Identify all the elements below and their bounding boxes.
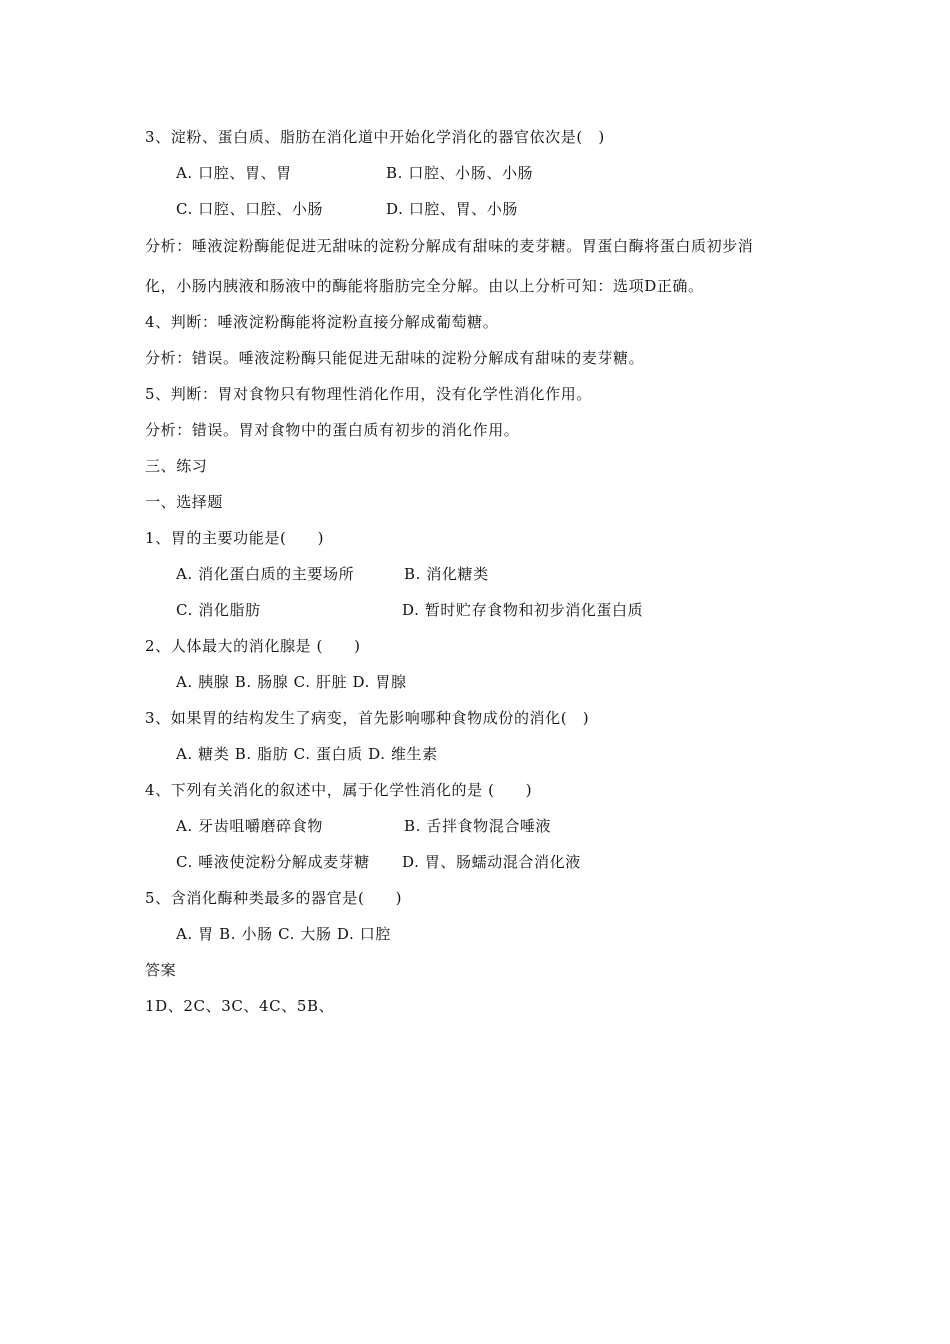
question-3-analysis-line-1: 分析：唾液淀粉酶能促进无甜味的淀粉分解成有甜味的麦芽糖。胃蛋白酶将蛋白质初步消 (145, 237, 754, 255)
question-3-analysis-line-2: 化，小肠内胰液和肠液中的酶能将脂肪完全分解。由以上分析可知：选项D正确。 (145, 277, 704, 295)
question-3-option-b: B. 口腔、小肠、小肠 (386, 164, 534, 182)
practice-4-option-b: B. 舌拌食物混合唾液 (404, 817, 552, 835)
section-practice-heading: 三、练习 (145, 457, 208, 475)
section-choice-heading: 一、选择题 (145, 493, 224, 511)
practice-4-stem: 4、下列有关消化的叙述中，属于化学性消化的是 ( ) (145, 781, 533, 799)
practice-4-options-row-1 (176, 816, 551, 836)
answer-list: 1D、2C、3C、4C、5B、 (145, 997, 335, 1015)
answer-heading: 答案 (145, 961, 177, 979)
practice-1-option-a: A. 消化蛋白质的主要场所 (176, 565, 355, 583)
practice-2-stem: 2、人体最大的消化腺是 ( ) (145, 637, 361, 655)
question-3-option-a: A. 口腔、胃、胃 (176, 164, 292, 182)
question-3-options-row-1 (176, 163, 533, 183)
practice-1-options-row-2 (176, 600, 643, 620)
practice-2-options: A. 胰腺 B. 肠腺 C. 肝脏 D. 胃腺 (176, 673, 407, 691)
question-3-stem: 3、淀粉、蛋白质、脂肪在消化道中开始化学消化的器官依次是( ) (145, 128, 605, 146)
practice-1-option-d: D. 暂时贮存食物和初步消化蛋白质 (402, 601, 644, 619)
practice-4-option-d: D. 胃、肠蠕动混合消化液 (402, 853, 581, 871)
practice-5-options: A. 胃 B. 小肠 C. 大肠 D. 口腔 (176, 925, 391, 943)
practice-4-option-c: C. 唾液使淀粉分解成麦芽糖 (176, 853, 370, 871)
question-3-option-c: C. 口腔、口腔、小肠 (176, 200, 324, 218)
question-3-options-row-2 (176, 199, 518, 219)
question-5-analysis: 分析：错误。胃对食物中的蛋白质有初步的消化作用。 (145, 421, 520, 439)
practice-3-options: A. 糖类 B. 脂肪 C. 蛋白质 D. 维生素 (176, 745, 438, 763)
question-3-option-d: D. 口腔、胃、小肠 (386, 200, 519, 218)
question-5-stem: 5、判断：胃对食物只有物理性消化作用，没有化学性消化作用。 (145, 385, 592, 403)
practice-5-stem: 5、含消化酶种类最多的器官是( ) (145, 889, 403, 907)
practice-1-option-c: C. 消化脂肪 (176, 601, 261, 619)
question-4-stem: 4、判断：唾液淀粉酶能将淀粉直接分解成葡萄糖。 (145, 313, 499, 331)
practice-4-option-a: A. 牙齿咀嚼磨碎食物 (176, 817, 323, 835)
practice-1-option-b: B. 消化糖类 (404, 565, 489, 583)
practice-3-stem: 3、如果胃的结构发生了病变，首先影响哪种食物成份的消化( ) (145, 709, 590, 727)
question-4-analysis: 分析：错误。唾液淀粉酶只能促进无甜味的淀粉分解成有甜味的麦芽糖。 (145, 349, 645, 367)
practice-1-options-row-1 (176, 564, 489, 584)
practice-4-options-row-2 (176, 852, 581, 872)
practice-1-stem: 1、胃的主要功能是( ) (145, 529, 325, 547)
